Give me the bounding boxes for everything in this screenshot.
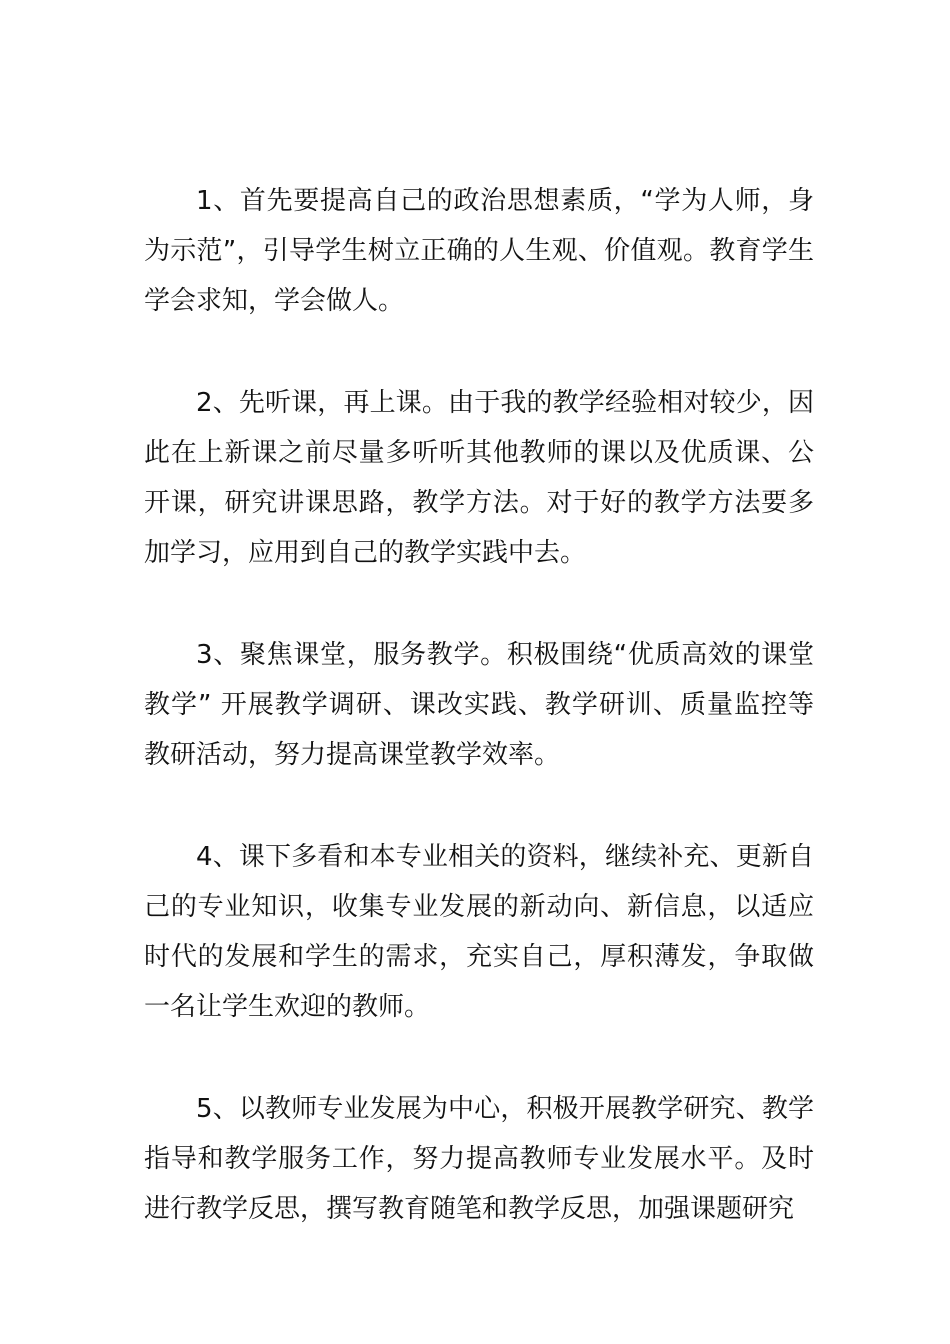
paragraph-2: 2、先听课，再上课。由于我的教学经验相对较少，因此在上新课之前尽量多听听其他教师的课以及优质课、公开课，研究讲课思路，教学方法。对于好的教学方法要多加学习，应用到自己的教学实践中去。 — [144, 388, 814, 568]
paragraph-4: 4、课下多看和本专业相关的资料，继续补充、更新自己的专业知识，收集专业发展的新动向、新信息，以适应时代的发展和学生的需求，充实自己，厚积薄发，争取做一名让学生欢迎的教师。 — [144, 842, 814, 1022]
paragraph-1: 1、首先要提高自己的政治思想素质，“学为人师，身为示范”，引导学生树立正确的人生观、价值观。教育学生学会求知，学会做人。 — [144, 186, 814, 316]
document-body — [144, 176, 814, 1286]
paragraph-5: 5、以教师专业发展为中心，积极开展教学研究、教学指导和教学服务工作，努力提高教师专业发展水平。及时进行教学反思，撰写教育随笔和教学反思，加强课题研究 — [144, 1094, 814, 1224]
paragraph-3: 3、聚焦课堂，服务教学。积极围绕“优质高效的课堂教学” 开展教学调研、课改实践、教学研训、质量监控等教研活动，努力提高课堂教学效率。 — [144, 640, 814, 770]
